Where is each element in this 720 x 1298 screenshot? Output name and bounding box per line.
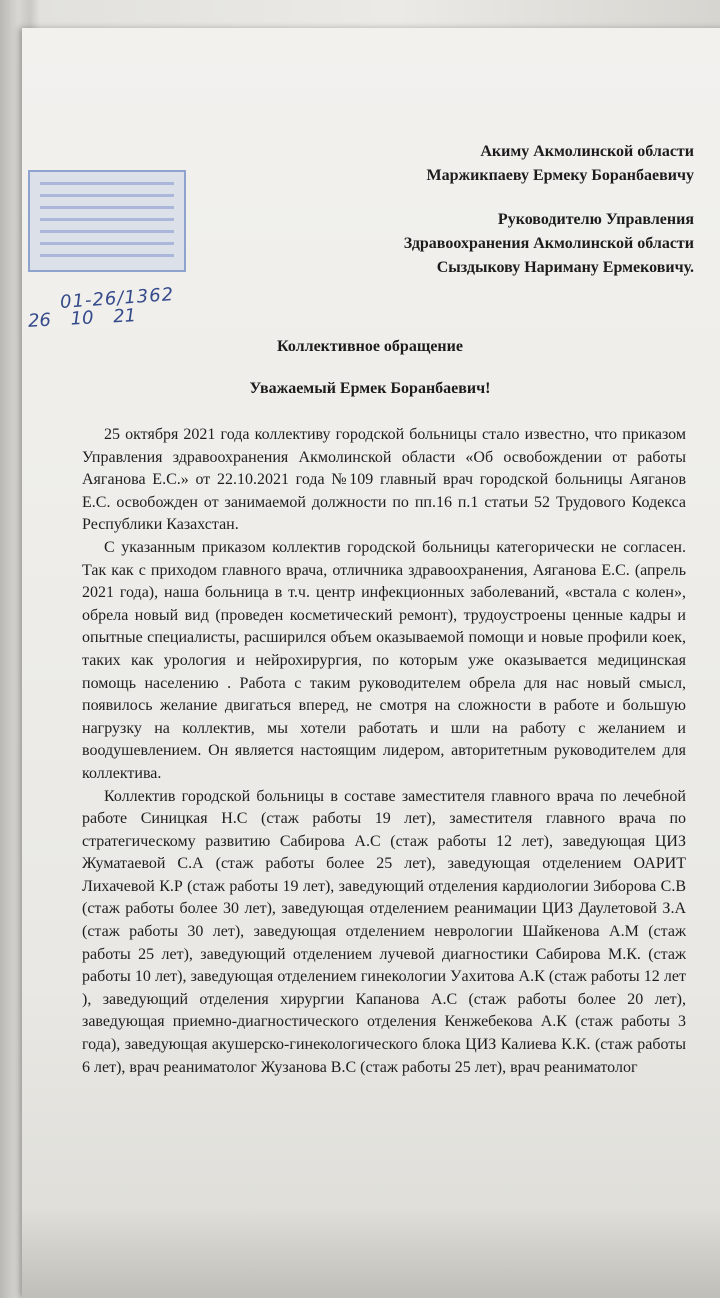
addressee-line: Акиму Акмолинской области — [480, 143, 694, 160]
document-title: Коллективное обращение — [277, 338, 463, 355]
salutation: Уважаемый Ермек Боранбаевич! — [249, 380, 491, 397]
letter-body — [82, 424, 686, 1079]
paragraph-3: Коллектив городской больницы в составе заместителя главного врача по лечебной работе Синицкая Н.С (стаж работы 19 лет), заместителя главного врача по стратегическому развитию Сабирова А.С (стаж работы 12 лет), заведующая ЦИЗ Жуматаевой С.А (стаж работы более 25 лет), заведующая отделением ОАРИТ Лихачевой К.Р (стаж работы 19 лет), заведующий отделения кардиологии Зиборова С.В (стаж работы более 30 лет), заведующая отделением реанимации ЦИЗ Даулетовой З.А (стаж работы 30 лет), заведующая отделением неврологии Шайкенова А.М (стаж работы 25 лет), заведующий отделением лучевой диагностики Сабирова М.К. (стаж работы 10 лет), заведующая отделением гинекологии Уахитова А.К (стаж работы 12 лет ), заведующий отделения хирургии Капанова А.С (стаж работы более 20 лет), заведующая приемно-диагностического отделения Кенжебекова А.К (стаж работы 3 года), заведующая акушерско-гинекологического блока ЦИЗ Калиева К.К. (стаж работы 6 лет), врач реаниматолог Жузанова В.С (стаж работы 25 лет), врач реаниматолог — [82, 787, 686, 1076]
paragraph-2: С указанным приказом коллектив городской больницы категорически не согласен. Так как с приходом главного врача, отличника здравоохранения, Аяганова Е.С. (апрель 2021 года), наша больница в т.ч. центр инфекционных заболеваний, «встала с колен», обрела новый вид (проведен косметический ремонт), трудоустроены ценные кадры и опытные специалисты, расширился объем оказываемой помощи и новые профили коек, таких как урология и нейрохирургия, по которым уже оказывается медицинская помощь населению . Работа с таким руководителем обрела для нас новый смысл, появилось желание двигаться вперед, не смотря на сложности в работе и большую нагрузку на коллектив, мы хотели работать и шли на работу с желанием и воодушевлением. Он является настоящим лидером, авторитетным руководителем для коллектива. — [82, 538, 686, 782]
addressee-line: Здравоохранения Акмолинской области — [403, 235, 694, 252]
registration-stamp — [28, 170, 186, 272]
stamp-date: 26 10 21 — [27, 305, 137, 332]
addressee-line: Маржикпаеву Ермеку Боранбаевичу — [426, 167, 694, 184]
page-shadow — [22, 1208, 720, 1298]
addressee-line: Руководителю Управления — [497, 211, 694, 228]
addressee-line: Сыздыкову Нариману Ермековичу. — [436, 259, 694, 276]
stamp-registration-number: 01-26/1362 — [59, 284, 175, 313]
addressee-akim — [274, 140, 694, 188]
paragraph-1: 25 октября 2021 года коллективу городской больницы стало известно, что приказом Управления здравоохранения Акмолинской области «Об освобождении от работы Аяганова Е.С.» от 22.10.2021 года №109 главный врач городской больницы Аяганов Е.С. освобожден от занимаемой должности по пп.16 п.1 статьи 52 Трудового Кодекса Республики Казахстан. — [82, 426, 686, 534]
addressee-health-dept — [274, 208, 694, 280]
